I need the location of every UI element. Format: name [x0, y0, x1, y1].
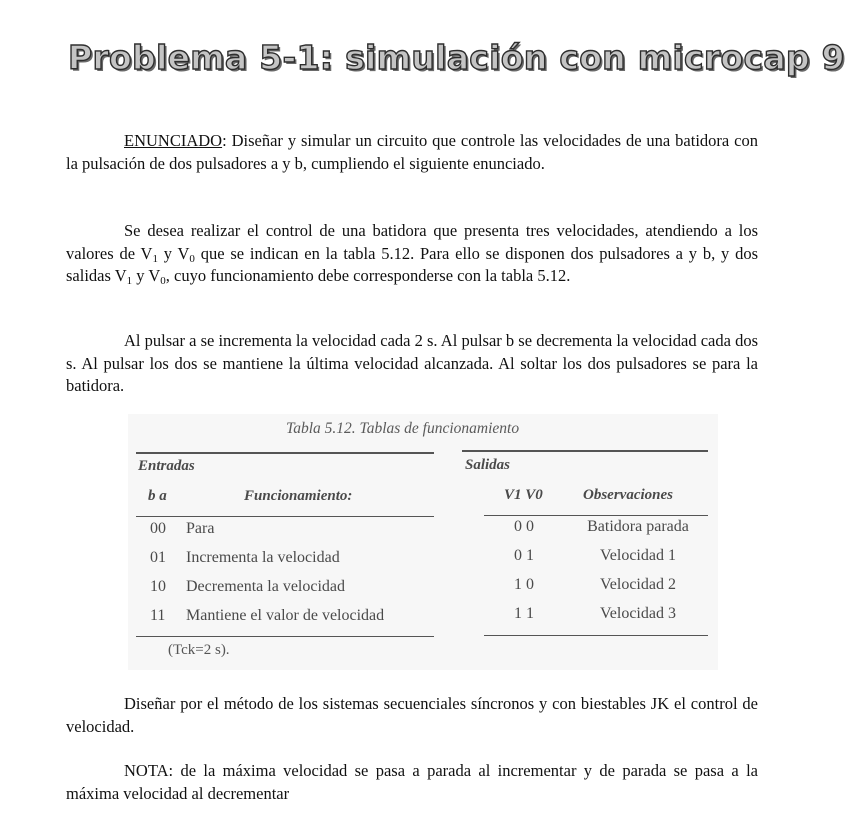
- table-cell-obs: Velocidad 3: [600, 605, 676, 622]
- table-bottom-rule-left: [136, 636, 434, 637]
- table-top-rule-right: [462, 450, 708, 452]
- behavior-text: Al pulsar a se incrementa la velocidad cada 2 s. Al pulsar b se decrementa la velocidad cada dos s. Al pulsar los dos se mantiene la última velocidad alcanzada. Al soltar los dos pulsadores se para la batidora.: [66, 331, 758, 395]
- description-text-4: y V: [132, 266, 161, 285]
- enunciado-label: ENUNCIADO: [124, 131, 223, 150]
- table-cell-func: Para: [186, 520, 215, 537]
- inputs-header: Entradas: [138, 458, 195, 474]
- note-paragraph: [66, 760, 758, 805]
- table-top-rule-left: [136, 452, 434, 454]
- table-cell-func: Incrementa la velocidad: [186, 549, 340, 566]
- table-cell-ba: 10: [150, 578, 166, 595]
- subscript-0b: 0: [160, 275, 166, 287]
- table-footnote: (Tck=2 s).: [168, 642, 230, 658]
- subscript-0: 0: [189, 252, 195, 265]
- table-cell-obs: Velocidad 2: [600, 576, 676, 593]
- subscript-1b: 1: [126, 275, 133, 287]
- note-text: NOTA: de la máxima velocidad se pasa a parada al incrementar y de parada se pasa a la máxima velocidad al decrementar: [66, 761, 758, 803]
- design-text: Diseñar por el método de los sistemas secuenciales síncronos y con biestables JK el control de velocidad.: [66, 694, 758, 736]
- subscript-1: 1: [152, 252, 158, 265]
- table-cell-v: 1 1: [514, 605, 534, 622]
- behavior-paragraph: [66, 330, 758, 398]
- description-text-2: y V: [157, 243, 190, 263]
- table-cell-v: 0 1: [514, 547, 534, 564]
- page-title: Problema 5-1: simulación con microcap 9: [68, 38, 845, 77]
- enunciado-paragraph: [66, 130, 758, 175]
- table-cell-ba: 11: [150, 607, 166, 624]
- description-text-3: que se indican en la tabla 5.12. Para ello se disponen dos pulsadores a y b, y dos salidas V: [66, 243, 758, 285]
- column-header-funcionamiento: Funcionamiento:: [244, 488, 353, 504]
- column-header-observaciones: Observaciones: [583, 487, 673, 503]
- function-table: [128, 414, 718, 670]
- table-cell-v: 0 0: [514, 518, 534, 535]
- table-caption: Tabla 5.12. Tablas de funcionamiento: [286, 420, 520, 437]
- table-cell-ba: 00: [150, 520, 166, 537]
- description-text-5: , cuyo funcionamiento debe corresponderse con la tabla 5.12.: [165, 266, 571, 285]
- table-header-rule-right: [484, 515, 708, 516]
- description-paragraph: [66, 220, 758, 288]
- table-cell-v: 1 0: [514, 576, 534, 593]
- table-cell-func: Decrementa la velocidad: [186, 578, 346, 595]
- outputs-header: Salidas: [465, 457, 511, 473]
- table-cell-obs: Velocidad 1: [600, 547, 676, 564]
- column-header-ba: b a: [148, 488, 167, 504]
- column-header-v1v0: V1 V0: [504, 487, 543, 503]
- enunciado-text: : Diseñar y simular un circuito que controle las velocidades de una batidora con la pulsación de dos pulsadores a y b, cumpliendo el siguiente enunciado.: [66, 131, 758, 173]
- table-cell-ba: 01: [150, 549, 166, 566]
- table-cell-func: Mantiene el valor de velocidad: [186, 607, 385, 624]
- description-text-1: Se desea realizar el control de una batidora que presenta tres velocidades, atendiendo a los valores de V: [66, 221, 758, 263]
- table-bottom-rule-right: [484, 635, 708, 636]
- table-cell-obs: Batidora parada: [587, 518, 689, 535]
- table-header-rule-left: [136, 516, 434, 517]
- design-paragraph: [66, 693, 758, 738]
